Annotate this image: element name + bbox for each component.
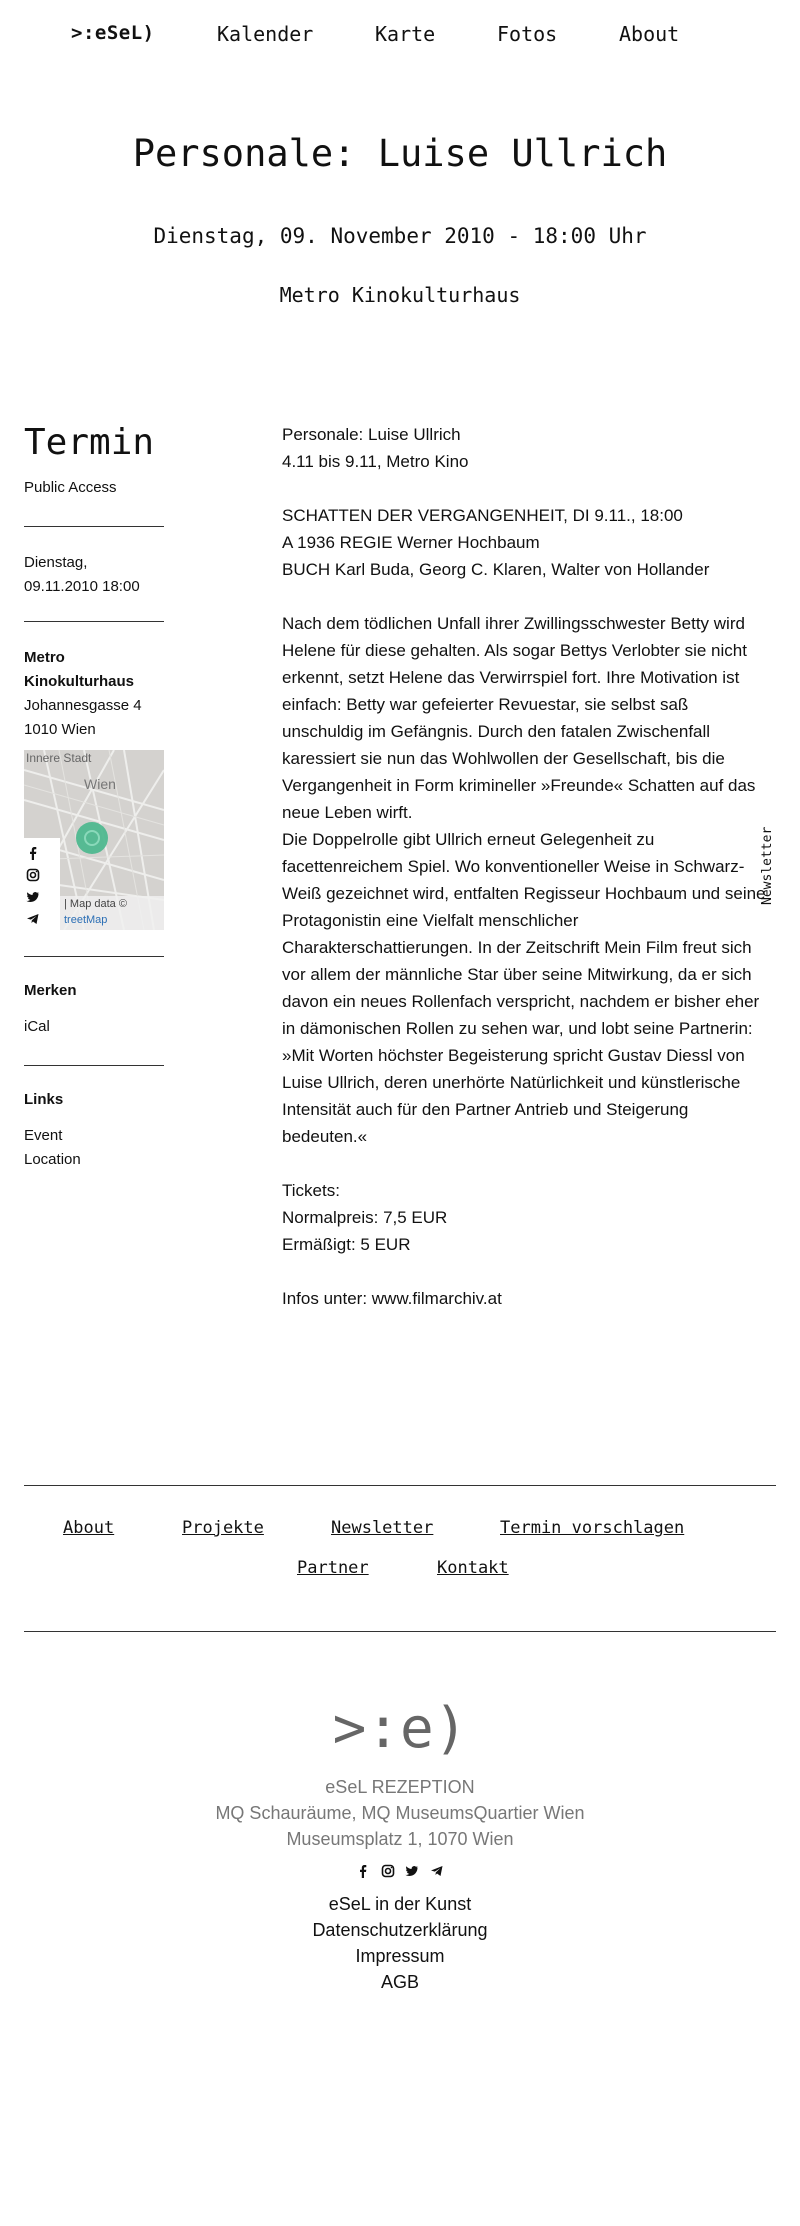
footer-info-location: MQ Schauräume, MQ MuseumsQuartier Wien [215, 1803, 585, 1823]
footer-link-partner[interactable]: Partner [297, 1558, 369, 1578]
sidebar-heading: Termin [24, 422, 155, 463]
twitter-icon[interactable] [26, 890, 40, 904]
review-paragraph: Die Doppelrolle gibt Ullrich erneut Gelegenheit zu facettenreichem Spiel. Wo konventioneller Weise in Schwarz-Weiß gezeichnet wird, entfalten Regisseur Hochbaum und seine Protagonistin eine Vielfalt menschlicher Charakterschattierungen. In der Zeitschrift Mein Film freut sich vor allem der männliche Star über seine Mitwirkung, da er sich davon ein neues Rollenfach verspricht, nachdem er bisher eher in dämonischen Rollen zu sehen war, und lobt seine Partnerin: »Mit Worten höchster Begeisterung spricht Gustav Diessl von Luise Ullrich, deren unerhörte Natürlichkeit und künstlerische Intensität auch für den Partner Antrieb und Steigerung bedeuten.« [282, 830, 766, 1146]
footer-link-datenschutz[interactable]: Datenschutzerklärung [312, 1920, 488, 1940]
ticket-price-normal: Normalpreis: 7,5 EUR [282, 1208, 448, 1227]
info-line: Infos unter: www.filmarchiv.at [282, 1289, 502, 1308]
venue-name-line2: Kinokulturhaus [24, 673, 135, 690]
map-label-district: Innere Stadt [26, 751, 92, 765]
footer-link-kontakt[interactable]: Kontakt [437, 1558, 509, 1578]
footer-link-esel-in-der-kunst[interactable]: eSeL in der Kunst [328, 1894, 472, 1914]
twitter-icon[interactable] [405, 1864, 419, 1878]
nav-link-fotos[interactable]: Fotos [497, 22, 558, 46]
sidebar-date-line2: 09.11.2010 18:00 [24, 578, 140, 595]
map-marker-ring [84, 830, 100, 846]
footer-link-agb[interactable]: AGB [380, 1972, 419, 1992]
facebook-icon[interactable] [26, 846, 40, 860]
top-nav [0, 22, 800, 52]
film-director: A 1936 REGIE Werner Hochbaum [282, 533, 540, 552]
footer-divider-bottom [24, 1631, 776, 1632]
footer-divider-top [24, 1485, 776, 1486]
instagram-icon[interactable] [381, 1864, 395, 1878]
map-label-city: Wien [84, 776, 116, 792]
film-writers: BUCH Karl Buda, Georg C. Klaren, Walter von Hollander [282, 560, 710, 579]
nav-link-about[interactable]: About [619, 22, 680, 46]
footer-info-name: eSeL REZEPTION [325, 1777, 475, 1797]
event-description [282, 421, 772, 1339]
venue-name-line1: Metro [24, 649, 65, 666]
links-heading: Links [24, 1091, 64, 1108]
footer-logo[interactable]: >:e) [332, 1696, 468, 1761]
footer-link-projekte[interactable]: Projekte [182, 1518, 264, 1538]
tickets-label: Tickets: [282, 1181, 340, 1200]
map-attribution-link[interactable]: treetMap [64, 914, 108, 926]
footer-bottom-links [0, 1891, 800, 1995]
footer-link-newsletter[interactable]: Newsletter [331, 1518, 434, 1538]
ical-link[interactable]: iCal [24, 1018, 50, 1035]
footer-link-impressum[interactable]: Impressum [355, 1946, 445, 1966]
location-link[interactable]: Location [24, 1151, 81, 1168]
location-map[interactable] [24, 750, 164, 930]
instagram-icon[interactable] [26, 868, 40, 882]
site-logo[interactable]: >:eSeL) [71, 22, 155, 44]
film-title: SCHATTEN DER VERGANGENHEIT, DI 9.11., 18:00 [282, 506, 683, 525]
footer-link-termin-vorschlagen[interactable]: Termin vorschlagen [500, 1518, 685, 1538]
footer-info-street: Museumsplatz 1, 1070 Wien [286, 1829, 514, 1849]
map-attribution-text: | Map data © [64, 898, 127, 910]
nav-link-karte[interactable]: Karte [375, 22, 436, 46]
event-datetime: Dienstag, 09. November 2010 - 18:00 Uhr [153, 224, 647, 248]
footer-address [0, 1774, 800, 1852]
footer-link-about[interactable]: About [63, 1518, 115, 1538]
venue-address-street: Johannesgasse 4 [24, 697, 142, 714]
access-label: Public Access [24, 479, 117, 496]
footer-social [0, 1864, 800, 1883]
page-title: Personale: Luise Ullrich [132, 132, 668, 175]
event-sidebar [24, 420, 164, 1172]
nav-link-kalender[interactable]: Kalender [217, 22, 314, 46]
event-venue: Metro Kinokulturhaus [279, 283, 521, 307]
venue-address-city: 1010 Wien [24, 721, 96, 738]
ticket-price-reduced: Ermäßigt: 5 EUR [282, 1235, 411, 1254]
share-bar [24, 838, 60, 930]
synopsis-paragraph: Nach dem tödlichen Unfall ihrer Zwillingsschwester Betty wird Helene für diese gehalten. Als sogar Bettys Verlobter sie nicht erkennt, setzt Helene das Verwirrspiel fort. Ihre Motivation ist einfach: Betty war gefeierter Revuestar, sie selbst saß unschuldig im Gefängnis. Durch den fatalen Zwischenfall karessiert sie nun das Wohlwollen der Gesellschaft, bis die Vergangenheit in Form krimineller »Freunde« Schatten auf das neue Leben wirft. [282, 614, 756, 822]
intro-title: Personale: Luise Ullrich [282, 425, 461, 444]
telegram-icon[interactable] [430, 1864, 444, 1878]
newsletter-tab[interactable]: Newsletter [760, 826, 775, 905]
telegram-icon[interactable] [26, 912, 40, 926]
sidebar-date-line1: Dienstag, [24, 554, 88, 571]
facebook-icon[interactable] [356, 1864, 370, 1878]
event-link[interactable]: Event [24, 1127, 63, 1144]
merken-heading: Merken [24, 982, 77, 999]
intro-dates: 4.11 bis 9.11, Metro Kino [282, 452, 469, 471]
